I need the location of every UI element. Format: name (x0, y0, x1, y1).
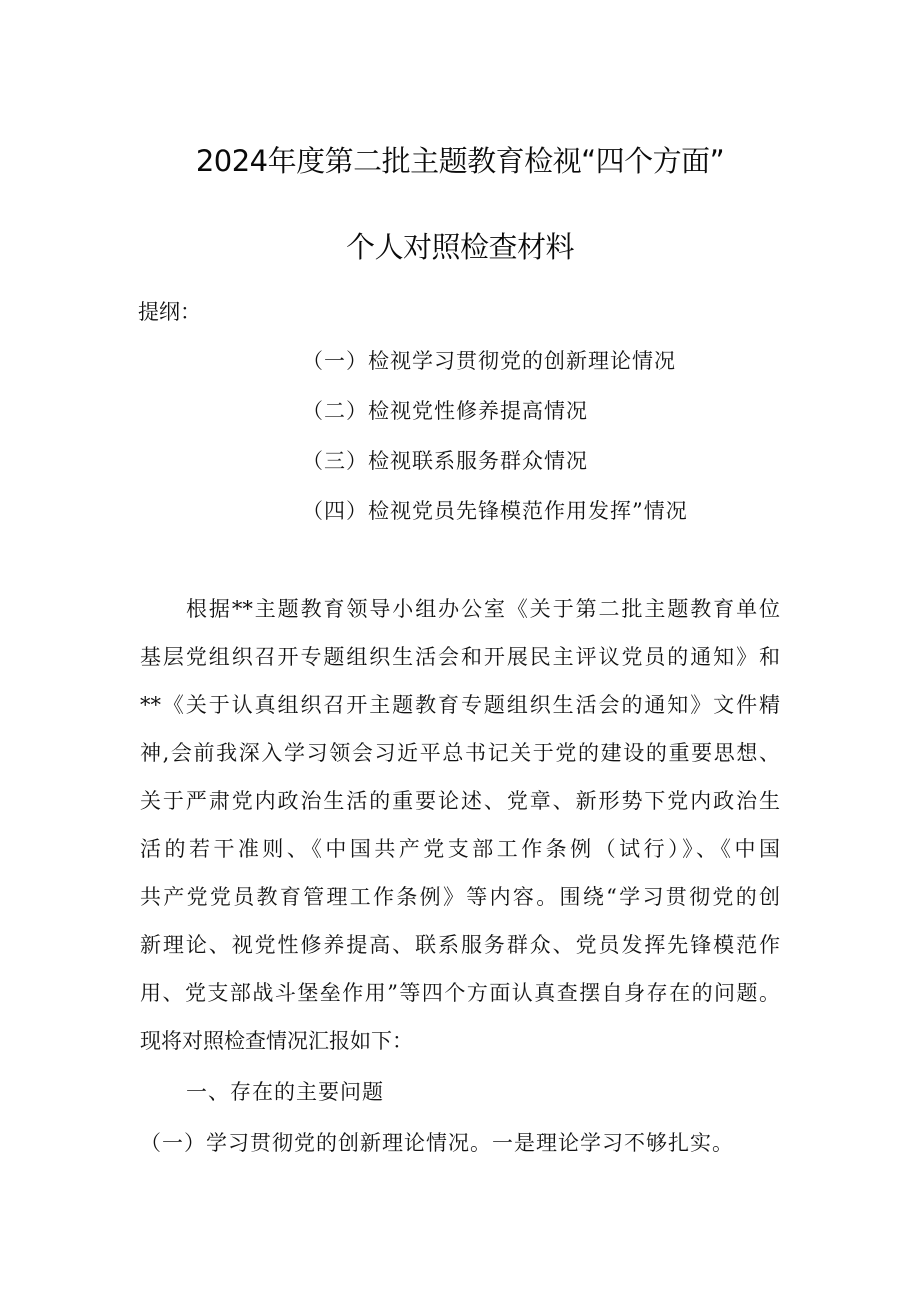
subsection-line: （一）学习贯彻党的创新理论情况。一是理论学习不够扎实。 (140, 1131, 734, 1155)
document-title-line-1: 2024年度第二批主题教育检视“四个方面” (195, 144, 725, 178)
body-paragraph-line: 基层党组织召开专题组织生活会和开展民主评议党员的通知》和 (140, 645, 780, 669)
section-heading: 一、存在的主要问题 (186, 1080, 384, 1104)
outline-item-1: （一）检视学习贯彻党的创新理论情况 (302, 349, 676, 373)
outline-item-2: （二）检视党性修养提高情况 (302, 399, 588, 423)
document-title-line-2: 个人对照检查材料 (345, 230, 574, 264)
outline-label: 提纲： (138, 300, 201, 324)
body-paragraph-line: 现将对照检查情况汇报如下： (140, 1029, 413, 1053)
body-paragraph-line: 神,会前我深入学习领会习近平总书记关于党的建设的重要思想、 (140, 741, 780, 765)
outline-item-3: （三）检视联系服务群众情况 (302, 449, 588, 473)
outline-item-4: （四）检视党员先锋模范作用发挥”情况 (302, 499, 688, 523)
body-paragraph-line: 用、党支部战斗堡垒作用”等四个方面认真查摆自身存在的问题。 (140, 981, 780, 1005)
body-paragraph-line: 关于严肃党内政治生活的重要论述、党章、新形势下党内政治生 (140, 789, 780, 813)
body-paragraph-line: 活的若干准则、《中国共产党支部工作条例（试行）》、《中国 (140, 837, 780, 861)
body-paragraph-line: 根据**主题教育领导小组办公室《关于第二批主题教育单位 (186, 597, 780, 621)
body-paragraph-line: 新理论、视党性修养提高、联系服务群众、党员发挥先锋模范作 (140, 933, 780, 957)
body-paragraph-line: 共产党党员教育管理工作条例》等内容。围绕“学习贯彻党的创 (140, 885, 780, 909)
body-paragraph-line: **《关于认真组织召开主题教育专题组织生活会的通知》文件精 (140, 693, 780, 717)
